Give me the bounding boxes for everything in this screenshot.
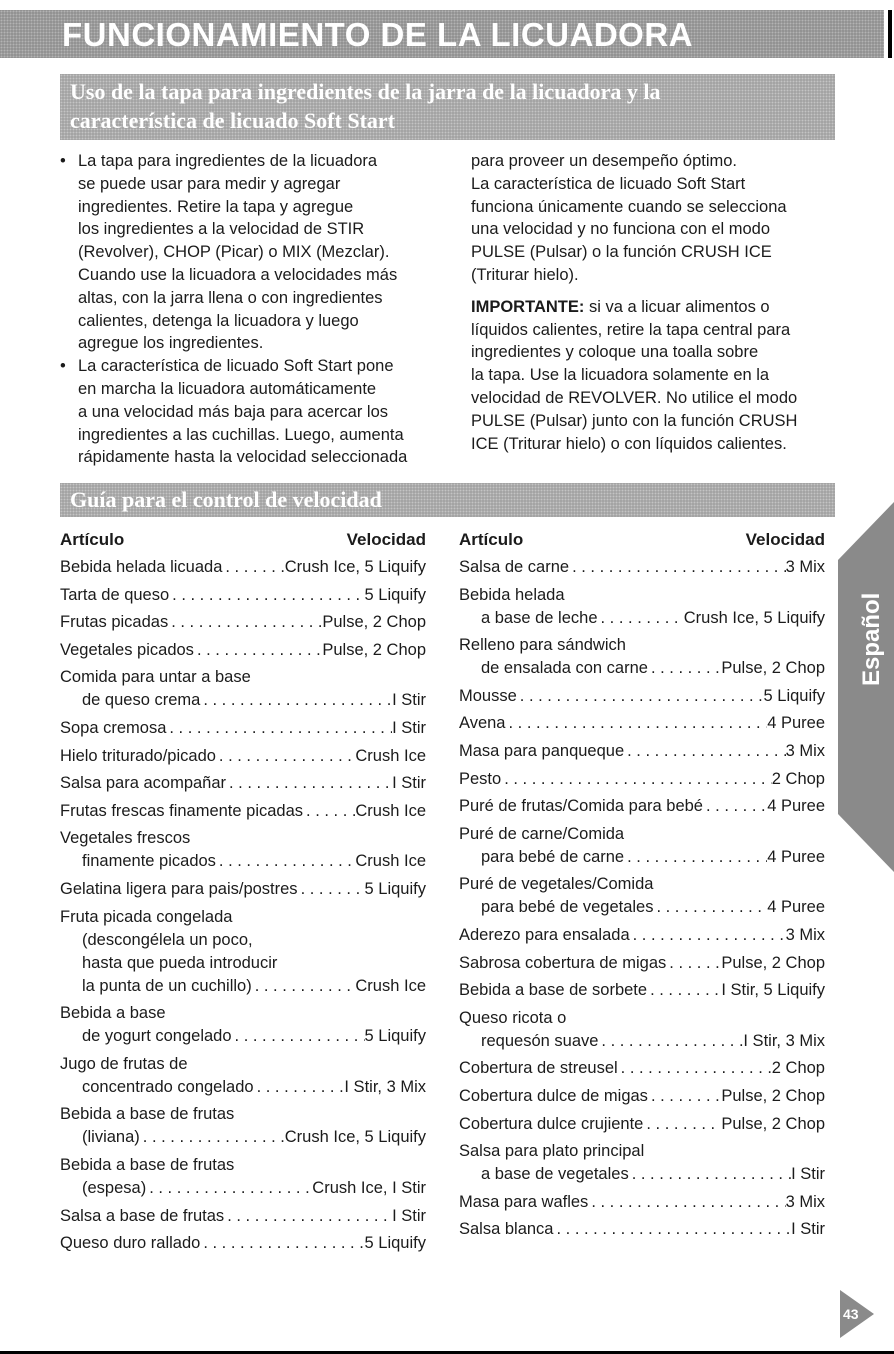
header-item: Artículo (459, 530, 524, 549)
dot-leader (224, 1205, 392, 1228)
text-line: funciona únicamente cuando se selecciona (471, 197, 787, 216)
dot-leader (630, 924, 786, 947)
text-line: se puede usar para medir y agregar (78, 174, 341, 193)
item-name: de ensalada con carne (481, 659, 648, 678)
title-bar-edge-line (888, 10, 892, 58)
speed-guide-row (459, 873, 825, 919)
dot-leader (298, 878, 365, 901)
item-name-line: Bebida a base de frutas (60, 1105, 235, 1124)
header-speed: Velocidad (745, 530, 825, 549)
dot-leader (588, 1191, 785, 1214)
item-name: Hielo triturado/picado (60, 746, 216, 765)
dot-leader (517, 685, 764, 708)
item-name: de queso crema (82, 691, 201, 710)
item-name: para bebé de vegetales (481, 898, 654, 917)
item-entry (459, 795, 825, 818)
speed-guide-row (459, 768, 825, 791)
item-entry (60, 878, 426, 901)
speed-value: 4 Puree (767, 898, 825, 917)
item-name: requesón suave (481, 1031, 599, 1050)
item-name: Pesto (459, 769, 502, 788)
speed-value: Crush Ice (355, 852, 426, 871)
speed-value: 5 Liquify (364, 1234, 426, 1253)
item-entry (459, 1057, 825, 1080)
speed-guide-row (459, 924, 825, 947)
item-name-line: Comida para untar a base (60, 668, 251, 687)
speed-value: 5 Liquify (364, 1027, 426, 1046)
header-speed: Velocidad (346, 530, 426, 549)
text-line: rápidamente hasta la velocidad seleccionada (78, 448, 408, 467)
text-line: altas, con la jarra llena o con ingredientes (78, 288, 383, 307)
bullet-icon: • (60, 357, 66, 376)
speed-value: Pulse, 2 Chop (721, 1114, 825, 1133)
bullet1-text (78, 150, 440, 355)
item-entry (459, 685, 825, 708)
item-name: Frutas frescas finamente picadas (60, 801, 304, 820)
item-name: Masa para panqueque (459, 741, 625, 760)
item-name: Tarta de queso (60, 585, 170, 604)
dot-leader (624, 740, 785, 763)
item-name: Salsa blanca (459, 1220, 554, 1239)
speed-value: 5 Liquify (364, 879, 426, 898)
dot-leader (569, 556, 786, 579)
dot-leader (200, 1232, 364, 1255)
speed-value: Crush Ice, I Stir (312, 1178, 426, 1197)
item-entry (459, 952, 825, 975)
dot-leader (501, 768, 772, 791)
speed-value: 2 Chop (771, 769, 825, 788)
speed-value: Pulse, 2 Chop (721, 659, 825, 678)
text-line: en marcha la licuadora automáticamente (78, 379, 377, 398)
item-name-line: hasta que pueda introducir (82, 953, 278, 972)
speed-guide-row (459, 1191, 825, 1214)
speed-guide-row (60, 1232, 426, 1255)
item-name: Puré de frutas/Comida para bebé (459, 797, 703, 816)
dot-leader (169, 584, 364, 607)
speed-guide-heading: Guía para el control de velocidad (70, 487, 382, 512)
speed-guide-row (459, 1085, 825, 1108)
speed-value: 3 Mix (785, 1192, 825, 1211)
item-name: Frutas picadas (60, 613, 169, 632)
text-line: PULSE (Pulsar) junto con la función CRUSH (471, 411, 798, 430)
dot-leader (648, 657, 721, 680)
speed-value: 2 Chop (771, 1059, 825, 1078)
text-line: una velocidad y no funciona con el modo (471, 220, 771, 239)
item-name: Cobertura dulce crujiente (459, 1114, 644, 1133)
item-name: finamente picados (82, 852, 216, 871)
item-name: a base de vegetales (481, 1165, 629, 1184)
item-name-line: Relleno para sándwich (459, 636, 626, 655)
speed-guide-row (60, 878, 426, 901)
item-name: de yogurt congelado (82, 1027, 232, 1046)
important-paragraph (471, 296, 841, 456)
item-name-line: Salsa para plato principal (459, 1142, 645, 1161)
speed-value: I Stir (392, 718, 426, 737)
item-name: para bebé de carne (481, 847, 625, 866)
speed-value: Crush Ice, 5 Liquify (683, 608, 825, 627)
dot-leader (624, 846, 767, 869)
speed-value: I Stir, 3 Mix (344, 1077, 426, 1096)
item-entry (60, 1126, 426, 1149)
item-entry (60, 850, 426, 873)
text-line: calientes, detenga la licuadora y luego (78, 311, 359, 330)
item-name: Salsa de carne (459, 558, 570, 576)
item-name: Sabrosa cobertura de migas (459, 953, 667, 972)
dot-leader (226, 772, 392, 795)
item-entry (60, 772, 426, 795)
item-entry (459, 846, 825, 869)
item-name: Sopa cremosa (60, 718, 167, 737)
speed-guide-header (60, 530, 426, 556)
dot-leader (216, 850, 355, 873)
item-entry (60, 689, 426, 712)
dot-leader (598, 1030, 743, 1053)
speed-guide-row (459, 556, 825, 579)
section-heading-line1: Uso de la tapa para ingredientes de la jarra de la licuadora y la (70, 79, 661, 104)
dot-leader (216, 745, 355, 768)
item-entry (459, 768, 825, 791)
speed-guide-header (459, 530, 825, 556)
text-line: Cuando use la licuadora a velocidades más (78, 265, 398, 284)
dot-leader (200, 689, 392, 712)
item-entry (459, 1113, 825, 1136)
item-name: Salsa a base de frutas (60, 1206, 225, 1225)
dot-leader (647, 979, 721, 1002)
item-name-line: (descongélela un poco, (82, 930, 253, 949)
speed-value: I Stir, 5 Liquify (721, 981, 825, 1000)
text-line: La característica de licuado Soft Start pone (78, 357, 394, 376)
item-entry (60, 639, 426, 662)
speed-guide-row (459, 740, 825, 763)
page-title-bar (0, 10, 894, 58)
speed-guide-row (60, 717, 426, 740)
item-name: Vegetales picados (60, 640, 194, 659)
header-item: Artículo (60, 530, 125, 549)
item-entry (60, 745, 426, 768)
speed-guide-row (60, 745, 426, 768)
language-tab-label: Español (858, 592, 885, 686)
speed-guide-right-list (459, 556, 825, 1241)
text-line: La característica de licuado Soft Start (471, 174, 746, 193)
speed-value: 5 Liquify (763, 686, 825, 705)
text-line: ICE (Triturar hielo) o con líquidos calientes. (471, 434, 787, 453)
item-name: Mousse (459, 686, 517, 705)
speed-guide-row (60, 1053, 426, 1099)
item-name: (liviana) (82, 1128, 140, 1147)
text-line: a una velocidad más baja para acercar los (78, 402, 389, 421)
speed-guide-row (459, 1057, 825, 1080)
item-entry (459, 1191, 825, 1214)
speed-guide-row (459, 685, 825, 708)
speed-value: Crush Ice (355, 746, 426, 765)
speed-value: Pulse, 2 Chop (721, 1086, 825, 1105)
speed-guide-row (60, 1002, 426, 1048)
item-entry (459, 607, 825, 630)
dot-leader (140, 1126, 285, 1149)
text-line: (Revolver), CHOP (Picar) o MIX (Mezclar). (78, 243, 390, 262)
item-entry (60, 800, 426, 823)
item-entry (60, 975, 426, 998)
speed-value: 3 Mix (785, 558, 825, 576)
speed-guide-row (60, 1205, 426, 1228)
speed-guide-row (60, 556, 426, 579)
item-name-line: Queso ricota o (459, 1008, 567, 1027)
dot-leader (168, 611, 322, 634)
item-entry (459, 556, 825, 579)
soft-start-paragraph (471, 150, 841, 287)
bullet-lid-usage (60, 150, 440, 355)
speed-guide-row (459, 634, 825, 680)
speed-guide-right-column (459, 530, 825, 1246)
text-line: velocidad de REVOLVER. No utilice el modo (471, 388, 798, 407)
item-entry (459, 1085, 825, 1108)
text-line: ingredientes a las cuchillas. Luego, aumenta (78, 425, 404, 444)
speed-guide-row (459, 712, 825, 735)
language-tab (838, 502, 894, 872)
section-heading-speed-guide (60, 483, 835, 517)
item-name: Cobertura de streusel (459, 1059, 618, 1078)
speed-guide-row (459, 979, 825, 1002)
item-name: la punta de un cuchillo) (82, 976, 252, 995)
dot-leader (553, 1218, 791, 1241)
dot-leader (618, 1057, 772, 1080)
speed-guide-row (60, 827, 426, 873)
item-name-line: Fruta picada congelada (60, 907, 233, 926)
item-entry (60, 1177, 426, 1200)
speed-value: 3 Mix (785, 741, 825, 760)
speed-guide-row (459, 795, 825, 818)
speed-value: Crush Ice (355, 801, 426, 820)
item-entry (60, 1205, 426, 1228)
speed-value: Crush Ice, 5 Liquify (284, 558, 426, 576)
item-name: Queso duro rallado (60, 1234, 201, 1253)
dot-leader (254, 1076, 345, 1099)
dot-leader (666, 952, 721, 975)
dot-leader (703, 795, 767, 818)
item-entry (459, 740, 825, 763)
dot-leader (629, 1163, 791, 1186)
item-entry (60, 556, 426, 579)
item-name: Bebida helada licuada (60, 558, 223, 576)
text-line: (Triturar hielo). (471, 265, 579, 284)
speed-guide-row (459, 584, 825, 630)
speed-value: Crush Ice (355, 976, 426, 995)
text-line: PULSE (Pulsar) o la función CRUSH ICE (471, 243, 772, 262)
item-name: Gelatina ligera para pais/postres (60, 879, 298, 898)
item-name-line: Bebida a base (60, 1004, 166, 1023)
item-name-line: Puré de carne/Comida (459, 824, 625, 843)
dot-leader (166, 717, 392, 740)
speed-value: Crush Ice, 5 Liquify (284, 1128, 426, 1147)
item-entry (459, 924, 825, 947)
speed-value: I Stir (791, 1165, 825, 1184)
speed-value: 4 Puree (767, 797, 825, 816)
item-entry (60, 611, 426, 634)
item-entry (60, 1232, 426, 1255)
speed-guide-row (60, 906, 426, 998)
speed-value: I Stir (392, 1206, 426, 1225)
speed-value: Pulse, 2 Chop (721, 953, 825, 972)
speed-value: 5 Liquify (364, 585, 426, 604)
speed-guide-row (459, 952, 825, 975)
dot-leader (232, 1025, 365, 1048)
text-line: La tapa para ingredientes de la licuadora (78, 152, 378, 170)
speed-guide-row (60, 1103, 426, 1149)
item-entry (459, 712, 825, 735)
text-line: los ingredientes a la velocidad de STIR (78, 220, 365, 239)
item-entry (60, 717, 426, 740)
text-line: ingredientes y coloque una toalla sobre (471, 343, 759, 362)
speed-guide-row (60, 772, 426, 795)
speed-guide-row (60, 639, 426, 662)
item-name: Aderezo para ensalada (459, 925, 630, 944)
item-name-line: Jugo de frutas de (60, 1054, 188, 1073)
item-name-line: Bebida a base de frutas (60, 1155, 235, 1174)
speed-guide-row (459, 823, 825, 869)
speed-guide-left-column (60, 530, 426, 1260)
important-label: IMPORTANTE: (471, 297, 585, 316)
speed-value: Pulse, 2 Chop (322, 613, 426, 632)
speed-value: 4 Puree (767, 714, 825, 733)
bullet2-text (78, 355, 440, 469)
item-name: (espesa) (82, 1178, 147, 1197)
speed-guide-row (459, 1113, 825, 1136)
dot-leader (222, 556, 284, 579)
item-name-line: Vegetales frescos (60, 829, 191, 848)
speed-value: 4 Puree (767, 847, 825, 866)
text-line: para proveer un desempeño óptimo. (471, 152, 737, 170)
item-name: a base de leche (481, 608, 598, 627)
dot-leader (598, 607, 684, 630)
speed-value: I Stir, 3 Mix (743, 1031, 825, 1050)
dot-leader (648, 1085, 721, 1108)
item-entry (60, 1076, 426, 1099)
dot-leader (653, 896, 767, 919)
dot-leader (194, 639, 322, 662)
item-name: Masa para wafles (459, 1192, 589, 1211)
item-entry (459, 1030, 825, 1053)
item-name: Bebida a base de sorbete (459, 981, 648, 1000)
item-name-line: Puré de vegetales/Comida (459, 875, 654, 894)
speed-guide-left-list (60, 556, 426, 1255)
text-line: agregue los ingredientes. (78, 334, 264, 353)
page-number: 43 (843, 1306, 859, 1322)
speed-value: I Stir (791, 1220, 825, 1239)
item-entry (459, 1218, 825, 1241)
section-heading-line2: característica de licuado Soft Start (70, 108, 396, 133)
item-name: Avena (459, 714, 506, 733)
dot-leader (303, 800, 355, 823)
speed-guide-row (459, 1007, 825, 1053)
item-entry (60, 584, 426, 607)
section-heading-lid-softstart (60, 74, 835, 140)
text-line: la tapa. Use la licuadora solamente en la (471, 366, 770, 385)
speed-value: 3 Mix (785, 925, 825, 944)
dot-leader (146, 1177, 312, 1200)
speed-guide-row (60, 666, 426, 712)
important-first-line: si va a licuar alimentos o (584, 297, 770, 316)
speed-guide-row (459, 1140, 825, 1186)
item-name: Salsa para acompañar (60, 774, 227, 793)
dot-leader (643, 1113, 721, 1136)
speed-guide-row (60, 611, 426, 634)
dot-leader (252, 975, 356, 998)
important-text (471, 319, 841, 456)
item-entry (459, 1163, 825, 1186)
speed-guide-row (459, 1218, 825, 1241)
speed-value: Pulse, 2 Chop (322, 640, 426, 659)
speed-value: I Stir (392, 774, 426, 793)
item-entry (459, 657, 825, 680)
speed-value: I Stir (392, 691, 426, 710)
speed-guide-row (60, 800, 426, 823)
section1-right-column (471, 150, 841, 455)
speed-guide-row (60, 1154, 426, 1200)
speed-guide-row (60, 584, 426, 607)
item-entry (459, 979, 825, 1002)
item-name: Cobertura dulce de migas (459, 1086, 648, 1105)
item-entry (459, 896, 825, 919)
bullet-icon: • (60, 152, 66, 170)
text-line: ingredientes. Retire la tapa y agregue (78, 197, 354, 216)
item-name: concentrado congelado (82, 1077, 254, 1096)
item-entry (60, 1025, 426, 1048)
section1-left-column (60, 150, 440, 469)
page-title: FUNCIONAMIENTO DE LA LICUADORA (62, 16, 693, 53)
bullet-soft-start (60, 355, 440, 469)
dot-leader (506, 712, 768, 735)
item-name-line: Bebida helada (459, 585, 565, 604)
text-line: líquidos calientes, retire la tapa central para (471, 320, 791, 339)
